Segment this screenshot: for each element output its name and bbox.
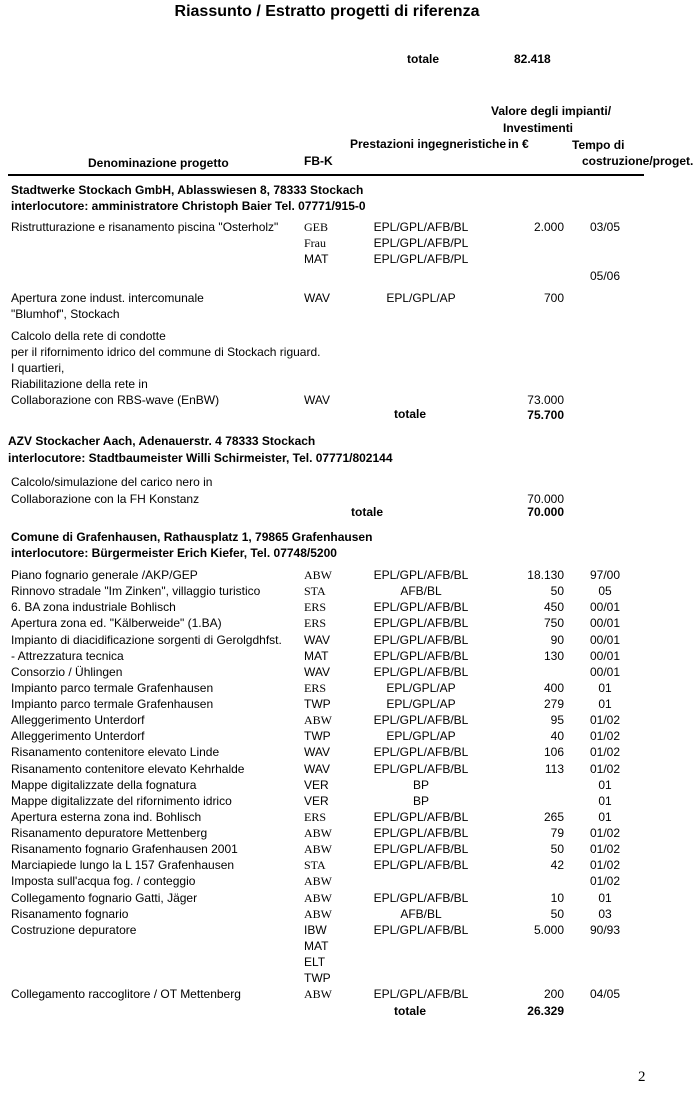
table-row: [0, 583, 700, 599]
fbk-code: TWP: [304, 971, 331, 985]
table-row: [0, 777, 700, 793]
fbk-code: TWP: [304, 697, 331, 711]
table-row: [0, 938, 700, 954]
construction-period: 01/02: [589, 826, 621, 840]
project-name: Risanamento contenitore elevato Linde: [11, 745, 220, 759]
table-row: [0, 599, 700, 615]
project-name: Impianto di diacidificazione sorgenti di Gerolgdhfst.: [11, 633, 282, 647]
engineering-services: AFB/BL: [400, 584, 442, 598]
table-row: [0, 728, 700, 744]
fbk-code: ABW: [304, 874, 332, 888]
header-value-line1: Valore degli impianti/: [491, 104, 612, 118]
header-divider: [8, 174, 644, 176]
table-row: [0, 328, 700, 344]
engineering-services: EPL/GPL/AFB/BL: [373, 842, 469, 856]
engineering-services: EPL/GPL/AFB/BL: [373, 987, 469, 1001]
section-total-label: totale: [394, 407, 427, 421]
construction-period: 01/02: [589, 874, 621, 888]
engineering-services: EPL/GPL/AFB/BL: [373, 649, 469, 663]
project-name: Consorzio / Ühlingen: [11, 665, 123, 679]
construction-period: 03/05: [589, 220, 621, 234]
fbk-code: ABW: [304, 907, 332, 921]
table-row: [0, 761, 700, 777]
fbk-code: WAV: [304, 665, 330, 679]
table-row: [0, 360, 700, 376]
table-row: [0, 491, 700, 507]
construction-period: 04/05: [589, 987, 621, 1001]
fbk-code: ERS: [304, 600, 327, 614]
project-name: Alleggerimento Unterdorf: [11, 713, 145, 727]
table-row: [0, 970, 700, 986]
construction-period: 00/01: [589, 633, 621, 647]
table-row: [0, 235, 700, 251]
investment-value: 79: [550, 826, 564, 840]
table-row: [0, 268, 700, 284]
section-organization: Comune di Grafenhausen, Rathausplatz 1, 79865 Grafenhausen: [11, 530, 373, 544]
section-total-value: 26.329: [527, 1004, 564, 1018]
investment-value: 2.000: [533, 220, 564, 234]
project-name: Mappe digitalizzate della fognatura: [11, 778, 197, 792]
table-row: [0, 890, 700, 906]
table-row: [0, 841, 700, 857]
engineering-services: EPL/GPL/AFB/BL: [373, 810, 469, 824]
investment-value: 450: [543, 600, 564, 614]
table-row: [0, 392, 700, 408]
table-row: [0, 474, 700, 490]
construction-period: 01: [598, 794, 612, 808]
fbk-code: ABW: [304, 826, 332, 840]
table-row: [0, 290, 700, 306]
construction-period: 00/01: [589, 649, 621, 663]
section-total-label: totale: [394, 1004, 427, 1018]
section-contact: interlocutore: Stadtbaumeister Willi Schirmeister, Tel. 07771/802144: [8, 451, 393, 465]
investment-value: 106: [543, 745, 564, 759]
project-name: "Blumhof", Stockach: [11, 307, 120, 321]
header-time-line1: Tempo di: [572, 138, 625, 152]
engineering-services: EPL/GPL/AFB/BL: [373, 762, 469, 776]
project-name: Risanamento fognario: [11, 907, 129, 921]
investment-value: 50: [550, 842, 564, 856]
project-name: Ristrutturazione e risanamento piscina "Osterholz": [11, 220, 279, 234]
investment-value: 40: [550, 729, 564, 743]
table-row: [0, 809, 700, 825]
engineering-services: EPL/GPL/AP: [386, 291, 456, 305]
engineering-services: EPL/GPL/AP: [386, 681, 456, 695]
engineering-services: BP: [412, 794, 429, 808]
page-number: 2: [638, 1069, 646, 1085]
construction-period: 05: [598, 584, 612, 598]
table-row: [0, 696, 700, 712]
construction-period: 01: [598, 697, 612, 711]
project-name: Piano fognario generale /AKP/GEP: [11, 568, 198, 582]
table-row: [0, 744, 700, 760]
fbk-code: WAV: [304, 633, 330, 647]
fbk-code: WAV: [304, 393, 330, 407]
fbk-code: ERS: [304, 681, 327, 695]
project-name: Riabilitazione della rete in: [11, 377, 148, 391]
section-organization: AZV Stockacher Aach, Adenauerstr. 4 78333 Stockach: [8, 434, 316, 448]
investment-value: 400: [543, 681, 564, 695]
fbk-code: MAT: [304, 939, 329, 953]
investment-value: 10: [550, 891, 564, 905]
engineering-services: EPL/GPL/AFB/BL: [373, 826, 469, 840]
project-name: Collaborazione con RBS-wave (EnBW): [11, 393, 220, 407]
engineering-services: EPL/GPL/AFB/BL: [373, 923, 469, 937]
fbk-code: STA: [304, 858, 326, 872]
project-name: Collegamento fognario Gatti, Jäger: [11, 891, 198, 905]
fbk-code: WAV: [304, 291, 330, 305]
fbk-code: IBW: [304, 923, 327, 937]
fbk-code: ABW: [304, 842, 332, 856]
project-name: Collaborazione con la FH Konstanz: [11, 492, 200, 506]
engineering-services: EPL/GPL/AP: [386, 729, 456, 743]
grand-total-label: totale: [407, 52, 440, 66]
section-total-value: 75.700: [527, 408, 564, 422]
table-row: [0, 219, 700, 235]
table-row: [0, 648, 700, 664]
construction-period: 01/02: [589, 762, 621, 776]
engineering-services: AFB/BL: [400, 907, 442, 921]
project-name: Marciapiede lungo la L 157 Grafenhausen: [11, 858, 235, 872]
investment-value: 95: [550, 713, 564, 727]
project-name: Impianto parco termale Grafenhausen: [11, 697, 214, 711]
section-total-label: totale: [351, 505, 384, 519]
project-name: Mappe digitalizzate del rifornimento idrico: [11, 794, 232, 808]
project-name: Alleggerimento Unterdorf: [11, 729, 145, 743]
investment-value: 200: [543, 987, 564, 1001]
table-row: [0, 632, 700, 648]
table-row: [0, 922, 700, 938]
construction-period: 00/01: [589, 616, 621, 630]
table-row: [0, 873, 700, 889]
construction-period: 01: [598, 810, 612, 824]
investment-value: 279: [543, 697, 564, 711]
construction-period: 90/93: [589, 923, 621, 937]
engineering-services: EPL/GPL/AFB/BL: [373, 633, 469, 647]
fbk-code: ABW: [304, 987, 332, 1001]
engineering-services: EPL/GPL/AFB/BL: [373, 568, 469, 582]
table-row: [0, 712, 700, 728]
engineering-services: EPL/GPL/AFB/PL: [373, 236, 469, 250]
project-name: I quartieri,: [11, 361, 65, 375]
table-row: [0, 664, 700, 680]
header-time-line2: costruzione/proget.: [582, 154, 694, 168]
investment-value: 42: [550, 858, 564, 872]
engineering-services: EPL/GPL/AFB/BL: [373, 891, 469, 905]
investment-value: 18.130: [527, 568, 564, 582]
fbk-code: WAV: [304, 762, 330, 776]
table-row: [0, 615, 700, 631]
project-name: Risanamento fognario Grafenhausen 2001: [11, 842, 238, 856]
project-name: Calcolo/simulazione del carico nero in: [11, 475, 213, 489]
engineering-services: EPL/GPL/AFB/BL: [373, 220, 469, 234]
engineering-services: EPL/GPL/AFB/BL: [373, 858, 469, 872]
table-row: [0, 906, 700, 922]
fbk-code: STA: [304, 584, 326, 598]
construction-period: 01/02: [589, 713, 621, 727]
section-total-value: 70.000: [527, 505, 564, 519]
table-row: [0, 793, 700, 809]
fbk-code: ABW: [304, 568, 332, 582]
fbk-code: MAT: [304, 649, 329, 663]
fbk-code: GEB: [304, 220, 328, 234]
construction-period: 01/02: [589, 729, 621, 743]
fbk-code: ERS: [304, 616, 327, 630]
header-name: Denominazione progetto: [88, 156, 229, 170]
fbk-code: Frau: [304, 236, 326, 250]
project-name: Imposta sull'acqua fog. / conteggio: [11, 874, 196, 888]
project-name: Calcolo della rete di condotte: [11, 329, 166, 343]
investment-value: 113: [544, 762, 564, 776]
construction-period: 97/00: [589, 568, 621, 582]
fbk-code: VER: [304, 794, 329, 808]
construction-period: 01/02: [589, 745, 621, 759]
engineering-services: EPL/GPL/AFB/BL: [373, 600, 469, 614]
page-title: Riassunto / Estratto progetti di riferenza: [174, 3, 480, 20]
investment-value: 5.000: [533, 923, 564, 937]
fbk-code: ELT: [304, 955, 326, 969]
table-row: [0, 344, 700, 360]
investment-value: 750: [543, 616, 564, 630]
table-row: [0, 376, 700, 392]
project-name: Apertura esterna zona ind. Bohlisch: [11, 810, 202, 824]
engineering-services: EPL/GPL/AP: [386, 697, 456, 711]
investment-value: 130: [543, 649, 564, 663]
construction-period: 05/06: [589, 269, 621, 283]
section-organization: Stadtwerke Stockach GmbH, Ablasswiesen 8, 78333 Stockach: [11, 183, 364, 197]
project-name: Risanamento depuratore Mettenberg: [11, 826, 208, 840]
section-contact: interlocutore: Bürgermeister Erich Kiefer, Tel. 07748/5200: [11, 546, 337, 560]
table-row: [0, 306, 700, 322]
project-name: per il rifornimento idrico del commune di Stockach riguard.: [11, 345, 321, 359]
engineering-services: EPL/GPL/AFB/BL: [373, 745, 469, 759]
table-row: [0, 680, 700, 696]
project-name: - Attrezzatura tecnica: [11, 649, 124, 663]
table-row: [0, 857, 700, 873]
project-name: Rinnovo stradale "Im Zinken", villaggio turistico: [11, 584, 261, 598]
project-name: Impianto parco termale Grafenhausen: [11, 681, 214, 695]
project-name: Apertura zona ed. "Kälberweide" (1.BA): [11, 616, 222, 630]
fbk-code: ABW: [304, 891, 332, 905]
project-name: Apertura zone indust. intercomunale: [11, 291, 204, 305]
construction-period: 01/02: [589, 842, 621, 856]
investment-value: 70.000: [527, 492, 564, 506]
engineering-services: BP: [412, 778, 429, 792]
project-name: Risanamento contenitore elevato Kehrhalde: [11, 762, 245, 776]
investment-value: 265: [543, 810, 564, 824]
engineering-services: EPL/GPL/AFB/PL: [373, 252, 469, 266]
fbk-code: ERS: [304, 810, 327, 824]
investment-value: 700: [543, 291, 564, 305]
construction-period: 00/01: [589, 665, 621, 679]
table-row: [0, 954, 700, 970]
project-name: 6. BA zona industriale Bohlisch: [11, 600, 176, 614]
construction-period: 03: [598, 907, 612, 921]
engineering-services: EPL/GPL/AFB/BL: [373, 616, 469, 630]
investment-value: 90: [550, 633, 564, 647]
project-name: Costruzione depuratore: [11, 923, 137, 937]
project-name: Collegamento raccoglitore / OT Mettenberg: [11, 987, 241, 1001]
fbk-code: MAT: [304, 252, 329, 266]
construction-period: 01: [598, 778, 612, 792]
fbk-code: TWP: [304, 729, 331, 743]
investment-value: 50: [550, 907, 564, 921]
fbk-code: VER: [304, 778, 329, 792]
table-row: [0, 251, 700, 267]
table-row: [0, 986, 700, 1002]
fbk-code: WAV: [304, 745, 330, 759]
grand-total-value: 82.418: [514, 52, 551, 66]
section-contact: interlocutore: amministratore Christoph Baier Tel. 07771/915-0: [11, 199, 366, 213]
engineering-services: EPL/GPL/AFB/BL: [373, 665, 469, 679]
table-row: [0, 567, 700, 583]
fbk-code: ABW: [304, 713, 332, 727]
investment-value: 50: [550, 584, 564, 598]
header-services: Prestazioni ingegneristiche: [350, 137, 507, 151]
header-fbk: FB-K: [304, 154, 333, 168]
engineering-services: EPL/GPL/AFB/BL: [373, 713, 469, 727]
investment-value: 73.000: [527, 393, 564, 407]
construction-period: 01: [598, 891, 612, 905]
header-value-line3: in €: [508, 137, 529, 151]
construction-period: 01: [598, 681, 612, 695]
construction-period: 00/01: [589, 600, 621, 614]
header-value-line2: Investimenti: [503, 121, 574, 135]
construction-period: 01/02: [589, 858, 621, 872]
table-row: [0, 825, 700, 841]
